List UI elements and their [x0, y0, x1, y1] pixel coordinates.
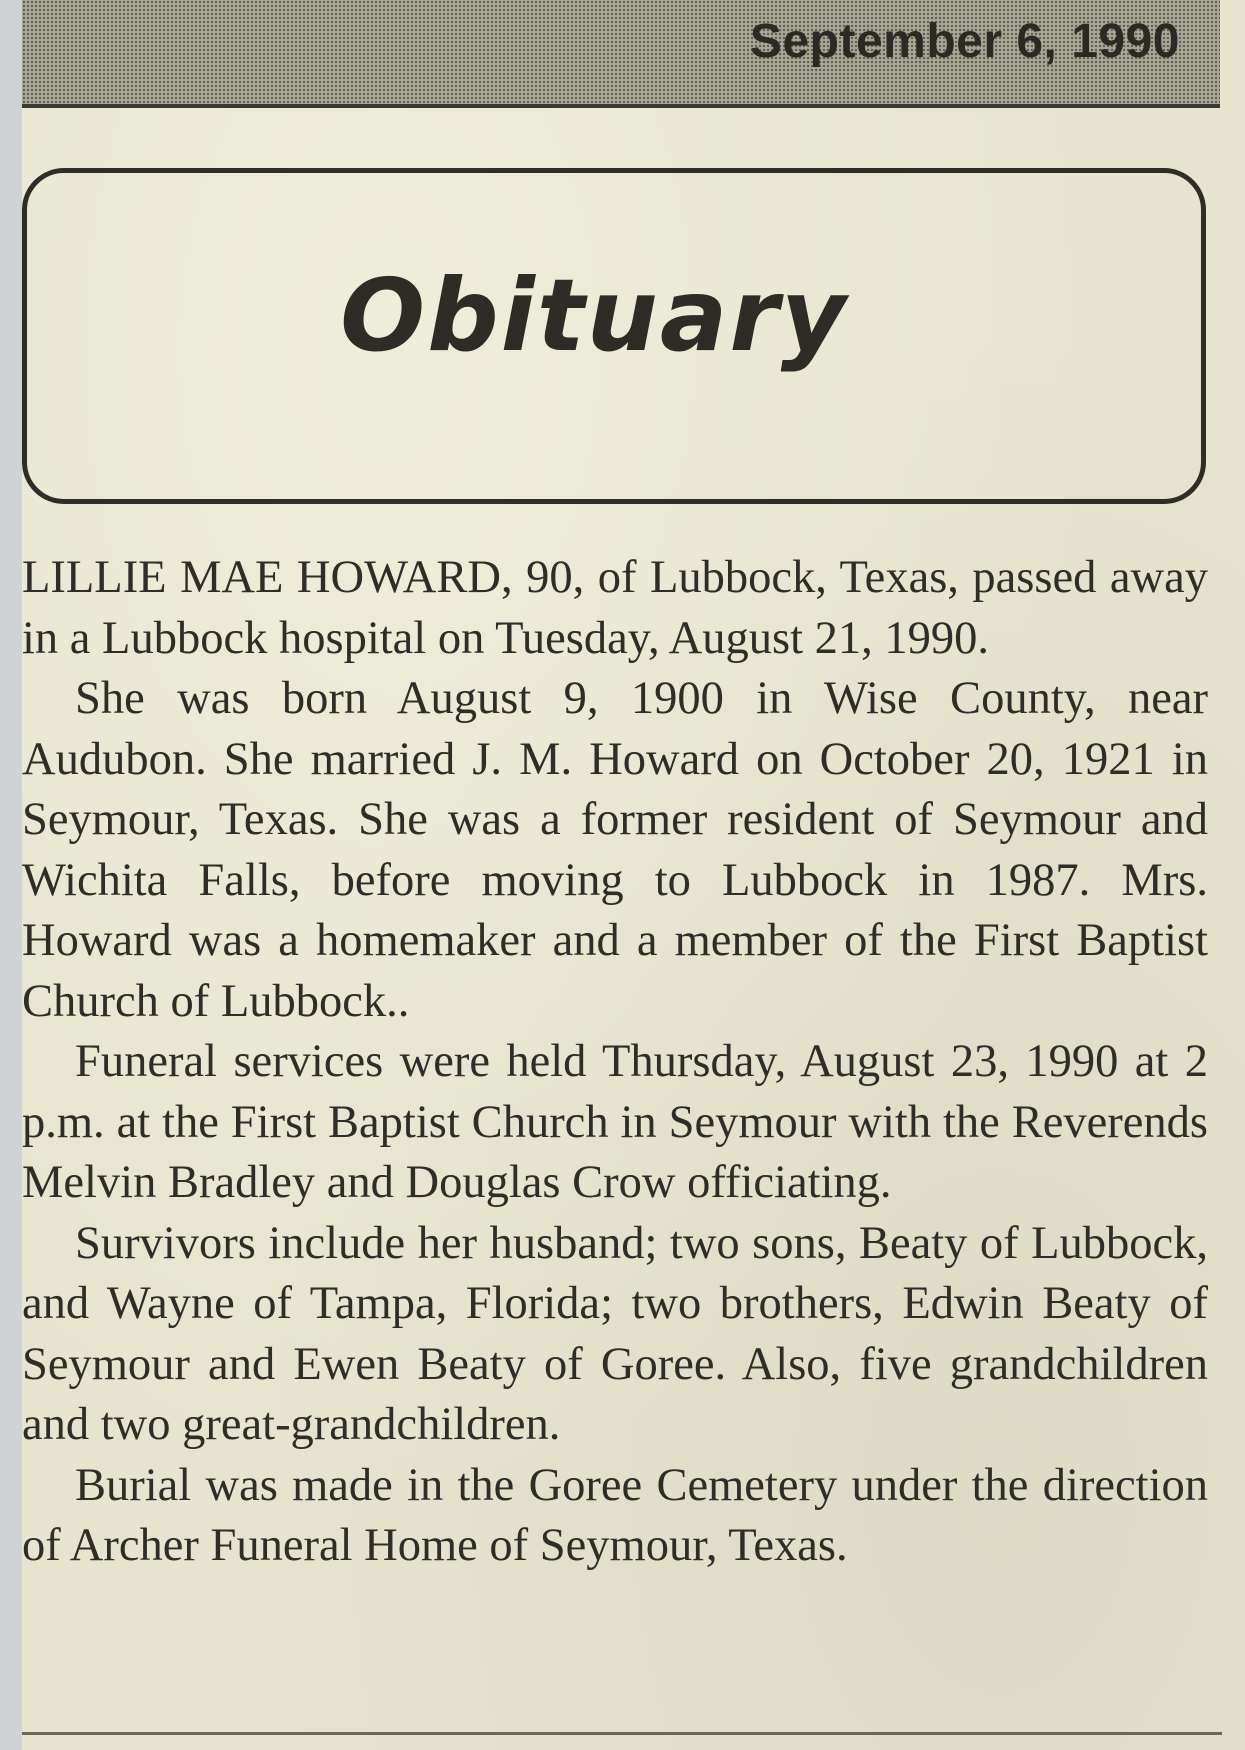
- newspaper-clipping: [22, 0, 1245, 1750]
- paragraph-biography: She was born August 9, 1900 in Wise County, near Audubon. She married J. M. Howard on October 20, 1921 in Seymour, Texas. She was a former resident of Seymour and Wichita Falls, before moving to Lubbock in 1987. Mrs. Howard was a homemaker and a member of the First Baptist Church of Lubbock..: [22, 673, 1208, 1027]
- title-frame: [22, 168, 1206, 504]
- paragraph-announcement: LILLIE MAE HOWARD, 90, of Lubbock, Texas, passed away in a Lubbock hospital on Tuesday, August 21, 1990.: [22, 552, 1208, 664]
- page-title: Obituary: [340, 257, 848, 374]
- paragraph-survivors: Survivors include her husband; two sons, Beaty of Lubbock, and Wayne of Tampa, Florida; two brothers, Edwin Beaty of Seymour and Ewen Beaty of Goree. Also, five grandchildren and two great-grandchildren.: [22, 1217, 1208, 1450]
- publication-date: September 6, 1990: [749, 15, 1180, 68]
- bottom-divider: [22, 1732, 1222, 1735]
- obituary-body: [22, 548, 1208, 1577]
- paragraph-funeral: Funeral services were held Thursday, August 23, 1990 at 2 p.m. at the First Baptist Church in Seymour with the Reverends Melvin Bradley and Douglas Crow officiating.: [22, 1036, 1208, 1208]
- background-edge: [0, 0, 22, 1750]
- date-banner: [22, 0, 1220, 108]
- paragraph-burial: Burial was made in the Goree Cemetery under the direction of Archer Funeral Home of Seymour, Texas.: [22, 1459, 1208, 1571]
